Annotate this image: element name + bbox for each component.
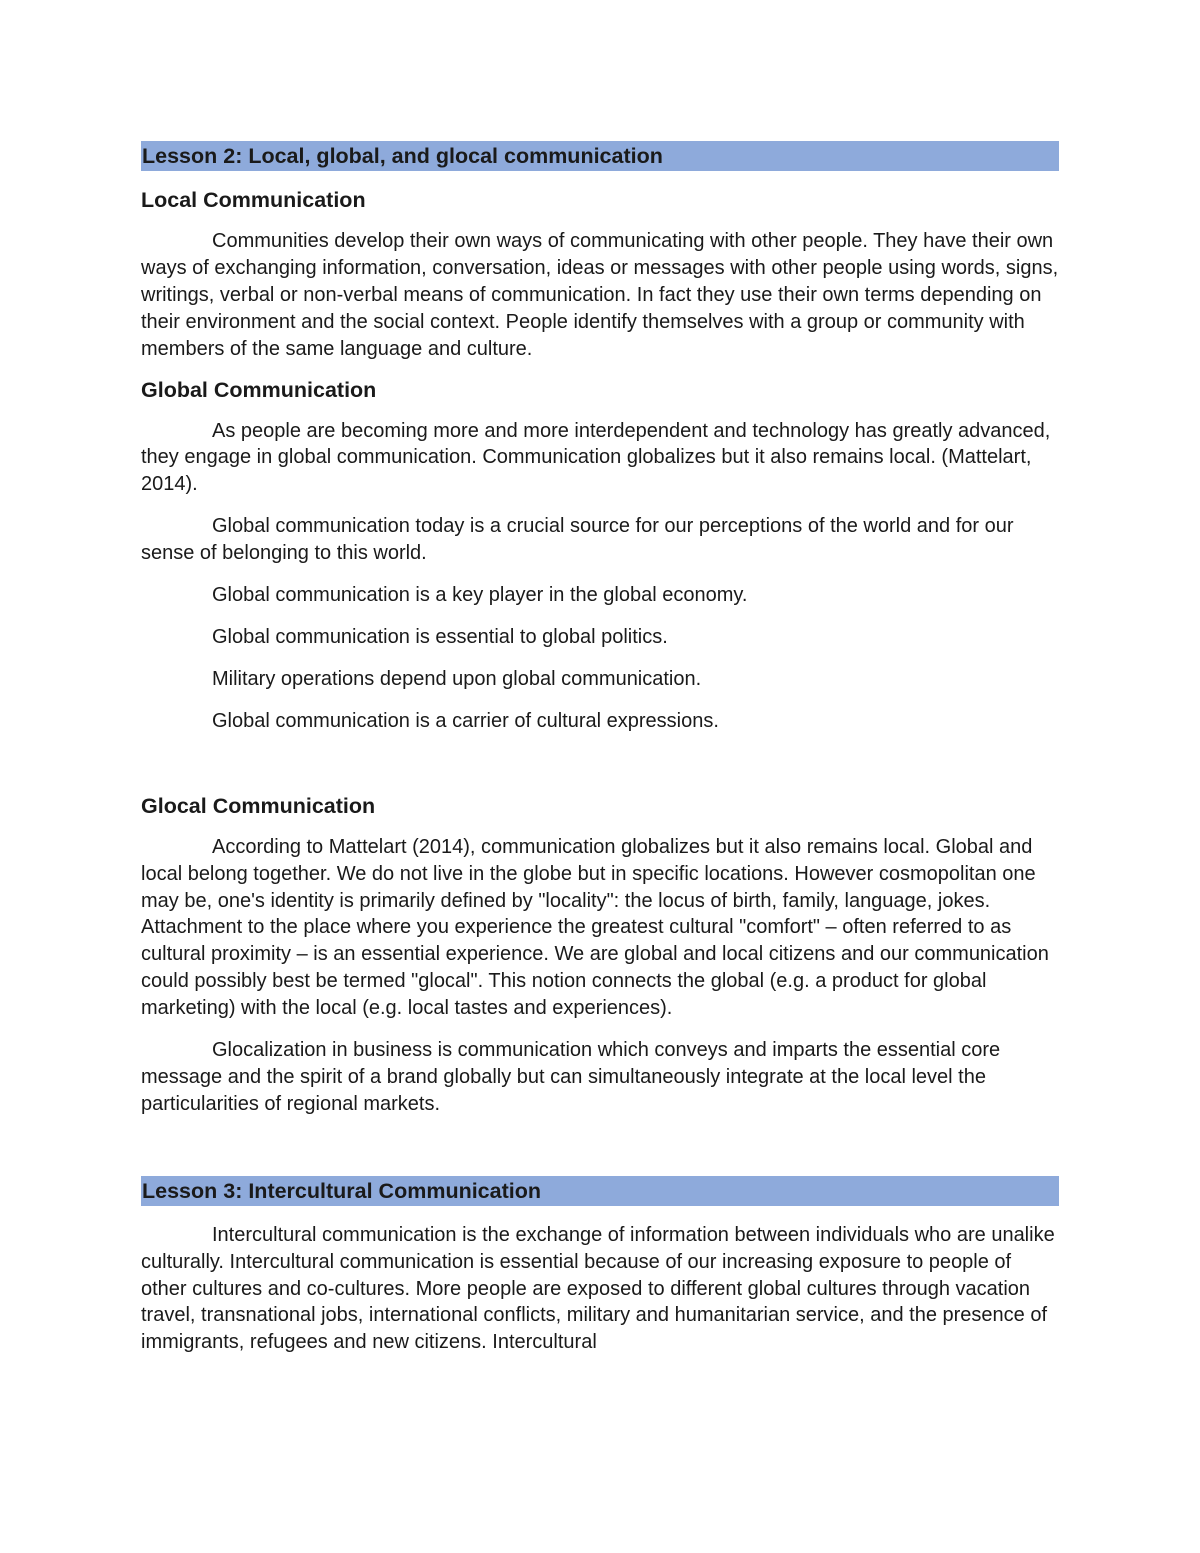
global-point: Military operations depend upon global communication. bbox=[212, 667, 702, 690]
lesson-3-title: Lesson 3: Intercultural Communication bbox=[141, 1176, 1059, 1206]
lesson-2-title: Lesson 2: Local, global, and glocal communication bbox=[141, 141, 1059, 171]
global-communication-paragraph-1: As people are becoming more and more interdependent and technology has greatly advanced, they engage in global communication. Communication globalizes but it also remains local. (Mattelart, 2014). bbox=[141, 419, 1051, 496]
global-communication-heading: Global Communication bbox=[141, 377, 377, 402]
local-communication-heading: Local Communication bbox=[141, 188, 366, 212]
global-point: Global communication is a key player in the global economy. bbox=[212, 584, 748, 607]
document-page bbox=[141, 141, 1059, 1356]
glocal-communication-heading: Glocal Communication bbox=[141, 793, 376, 818]
glocal-communication-paragraph-1: According to Mattelart (2014), communication globalizes but it also remains local. Global and local belong together. We do not live in the globe but in specific locations. However cosmopolitan one may be, one's identity is primarily defined by "locality": the locus of birth, family, language, jokes. Attachment to the place where you experience the greatest cultural "comfort" – often referred to as cultural proximity – is an essential experience. We are global and local citizens and our communication could possibly best be termed "glocal". This notion connects the global (e.g. a product for global marketing) with the local (e.g. local tastes and experiences). bbox=[141, 835, 1049, 1020]
global-point: Global communication is a carrier of cultural expressions. bbox=[212, 709, 719, 732]
global-communication-paragraph-2: Global communication today is a crucial source for our perceptions of the world and for our sense of belonging to this world. bbox=[141, 515, 1014, 565]
local-communication-paragraph: Communities develop their own ways of communicating with other people. They have their own ways of exchanging information, conversation, ideas or messages with other people using words, signs, writings, verbal or non-verbal means of communication. In fact they use their own terms depending on their environment and the social context. People identify themselves with a group or community with members of the same language and culture. bbox=[141, 230, 1059, 360]
global-point: Global communication is essential to global politics. bbox=[212, 625, 668, 648]
intercultural-communication-paragraph: Intercultural communication is the exchange of information between individuals who are unalike culturally. Intercultural communication is essential because of our increasing exposure to people of other cultures and co-cultures. More people are exposed to different global cultures through vacation travel, transnational jobs, international conflicts, military and humanitarian service, and the presence of immigrants, refugees and new citizens. Intercultural bbox=[141, 1223, 1055, 1354]
glocal-communication-paragraph-2: Glocalization in business is communication which conveys and imparts the essential core message and the spirit of a brand globally but can simultaneously integrate at the local level the particularities of regional markets. bbox=[141, 1039, 1001, 1115]
